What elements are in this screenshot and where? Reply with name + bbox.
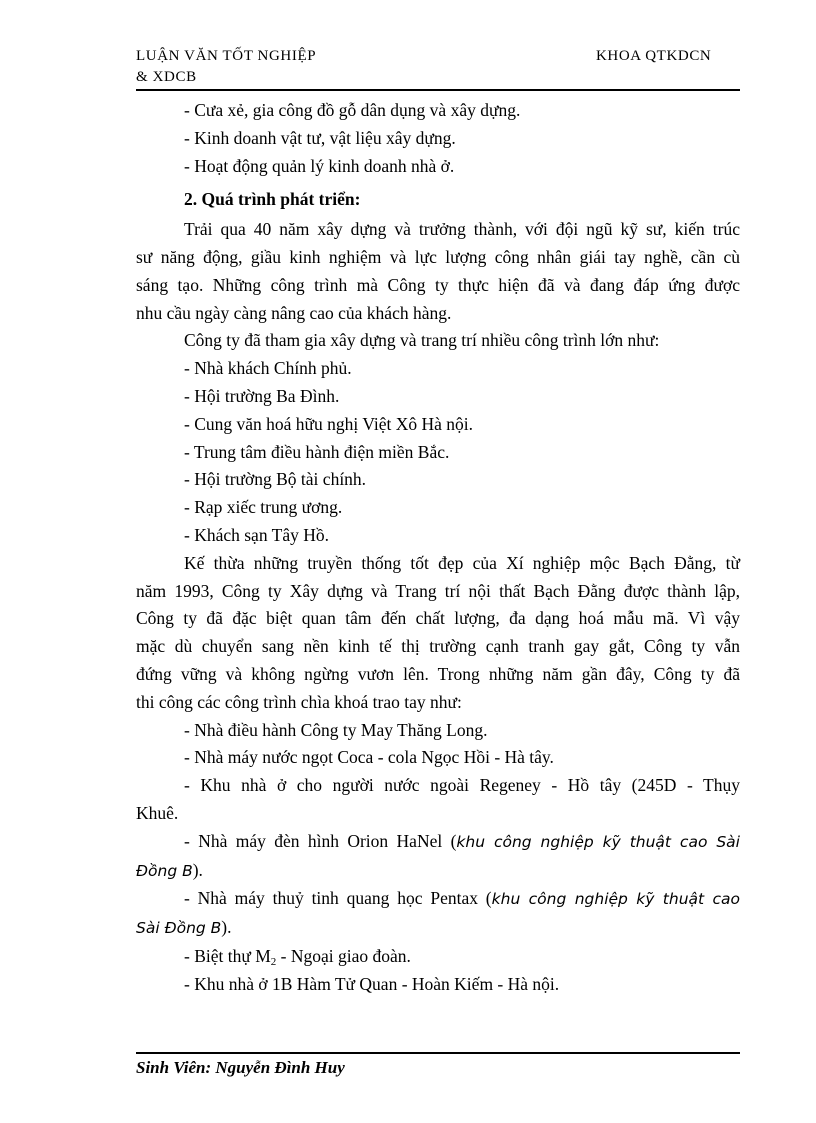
paragraph-line: đứng vững và không ngừng vươn lên. Trong những năm gần đây, Công ty đã [136,663,740,684]
paragraph-line: năm 1993, Công ty Xây dựng và Trang trí nội thất Bạch Đằng được thành lập, [136,580,740,601]
header-divider [136,89,740,91]
list-item-continuation [136,857,740,886]
list-item [136,943,740,971]
list-item-text: - Nhà máy đèn hình Orion HaNel ( [184,830,457,851]
list-item-text: ). [221,917,232,938]
paragraph-line: sáng tạo. Những công trình mà Công ty thực hiện đã và đang đáp ứng được [136,274,740,295]
paragraph-line: Trải qua 40 năm xây dựng và trưởng thành, với đội ngũ kỹ sư, kiến trúc [184,219,740,240]
paragraph-line: Kế thừa những truyền thống tốt đẹp của Xí nghiệp mộc Bạch Đằng, từ [184,552,740,573]
paragraph-line: sư năng động, giầu kinh nghiệm và lực lượng công nhân giái tay nghề, cần cù [136,246,740,267]
paragraph-line: Công ty đã đặc biệt quan tâm đến chất lượng, đa dạng hoá mẫu mã. Vì vậy [136,608,740,629]
list-item: - Trung tâm điều hành điện miền Bắc. [184,441,450,462]
list-item-continuation: Khuê. [136,802,179,823]
footer-student: Sinh Viên: Nguyễn Đình Huy [136,1058,345,1077]
list-item: - Rạp xiếc trung ương. [184,497,343,518]
subscript: 2 [270,955,277,968]
list-item-italic: khu công nghiệp kỹ thuật cao Sài [456,832,740,851]
list-item: - Khu nhà ở 1B Hàm Tử Quan - Hoàn Kiếm - Hà nội. [184,973,560,994]
footer-divider [136,1052,740,1054]
list-item: - Kinh doanh vật tư, vật liệu xây dựng. [184,127,456,148]
list-item-italic: khu công nghiệp kỹ thuật cao [491,890,740,909]
list-item-text: - Nhà máy thuỷ tinh quang học Pentax ( [184,888,492,909]
section-heading: 2. Quá trình phát triển: [184,189,361,210]
paragraph-line: mặc dù chuyển sang nền kinh tế thị trường cạnh tranh gay gắt, Công ty vẫn [136,636,740,657]
list-item-text: - Ngoại giao đoàn. [276,945,411,966]
list-item-italic: Đồng B [136,861,193,880]
header-faculty: KHOA QTKDCN [596,48,712,64]
paragraph-line: nhu cầu ngày càng nâng cao của khách hàng. [136,302,452,323]
header-title-line2: & XDCB [136,69,197,85]
list-item-text: - Biệt thự M [184,945,271,966]
list-item-text: ). [192,859,203,880]
list-item-continuation [136,914,740,943]
list-item: - Khách sạn Tây Hồ. [184,524,329,545]
paragraph-line: thi công các công trình chìa khoá trao tay như: [136,691,462,712]
list-item: - Hội trường Ba Đình. [184,385,340,406]
list-item: - Nhà máy nước ngọt Coca - cola Ngọc Hồi - Hà tây. [184,747,554,768]
list-item: - Nhà khách Chính phủ. [184,358,352,379]
list-item [136,885,740,914]
list-item: - Cung văn hoá hữu nghị Việt Xô Hà nội. [184,413,474,434]
document-body [136,97,740,999]
list-item: - Hoạt động quản lý kinh doanh nhà ở. [184,155,455,176]
paragraph-line: Công ty đã tham gia xây dựng và trang trí nhiều công trình lớn như: [184,330,660,351]
list-item [136,828,740,857]
list-item: - Hội trường Bộ tài chính. [184,469,367,490]
list-item-italic: Sài Đồng B [136,919,222,938]
header-title-line1: LUẬN VĂN TỐT NGHIỆP [136,48,317,64]
header-title [136,46,436,88]
list-item: - Khu nhà ở cho người nước ngoài Regeney - Hồ tây (245D - Thụy [184,775,740,796]
list-item: - Cưa xẻ, gia công đồ gỗ dân dụng và xây dựng. [184,100,521,120]
list-item: - Nhà điều hành Công ty May Thăng Long. [184,719,488,740]
